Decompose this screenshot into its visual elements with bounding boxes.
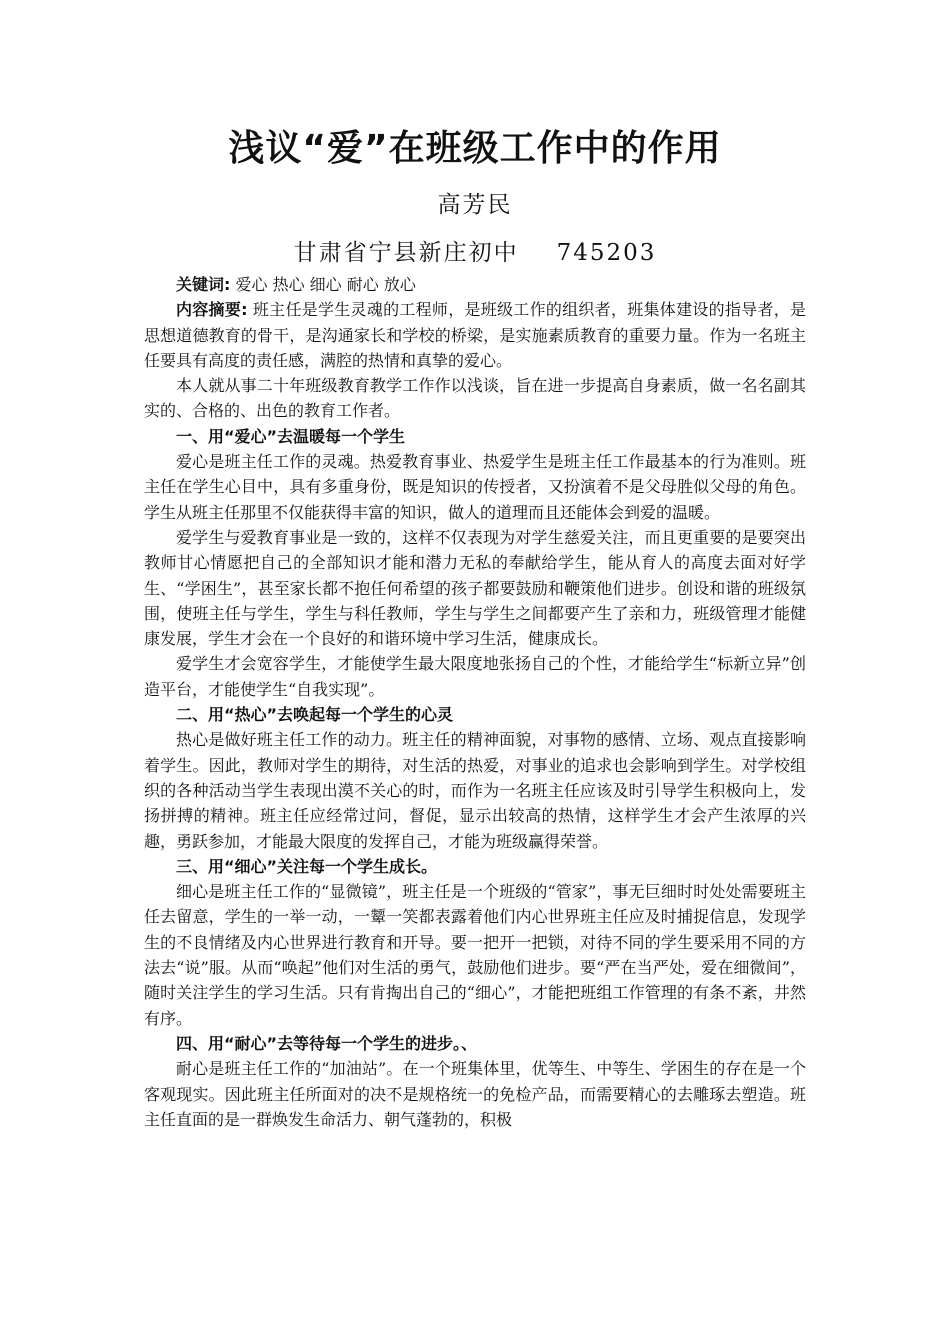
section-3-paragraph-1: 细心是班主任工作的“显微镜”，班主任是一个班级的“管家”，事无巨细时时处处需要班主任去留意，学生的一举一动，一颦一笑都表露着他们内心世界班主任应及时捕捉信息，发现学生的不良情绪及内心世界进行教育和开导。要一把开一把锁，对待不同的学生要采用不同的方法去“说”服。从而“唤起”他们对生活的勇气，鼓励他们进步。要“严在当严处，爱在细微间”，随时关注学生的学习生活。只有肯掏出自己的“细心”，才能把班组工作管理的有条不紊，井然有序。 [144, 882, 806, 1028]
author-name: 高芳民 [437, 192, 513, 218]
section-3-heading: 三、用“细心”关注每一个学生成长。 [176, 856, 438, 876]
abstract-label: 内容摘要: [176, 300, 248, 320]
section-1-paragraph-3: 爱学生才会宽容学生，才能使学生最大限度地张扬自己的个性，才能给学生“标新立异”创造平台，才能使学生“自我实现”。 [144, 654, 806, 699]
affiliation [0, 234, 950, 267]
section-4-paragraph-1: 耐心是班主任工作的“加油站”。在一个班集体里，优等生、中等生、学困生的存在是一个客观现实。因此班主任所面对的决不是规格统一的免检产品，而需要精心的去雕琢去塑造。班主任直面的是一群焕发生命活力、朝气蓬勃的，积极 [144, 1059, 806, 1129]
section-1-heading: 一、用“爱心”去温暖每一个学生 [176, 426, 406, 446]
article-body [144, 272, 806, 1132]
abstract-paragraph [144, 297, 806, 373]
postal-code: 745203 [556, 240, 657, 266]
section-1-paragraph-2: 爱学生与爱教育事业是一致的，这样不仅表现为对学生慈爱关注，而且更重要的是要突出教师甘心情愿把自己的全部知识才能和潜力无私的奉献给学生，能从育人的高度去面对好学生、“学困生”，甚至家长都不抱任何希望的孩子都要鼓励和鞭策他们进步。创设和谐的班级氛围，使班主任与学生，学生与科任教师，学生与学生之间都要产生了亲和力，班级管理才能健康发展，学生才会在一个良好的和谐环境中学习生活，健康成长。 [144, 527, 806, 649]
keywords-label: 关键词: [176, 275, 231, 294]
abstract-text: 班主任是学生灵魂的工程师，是班级工作的组织者，班集体建设的指导者，是思想道德教育的骨干，是沟通家长和学校的桥梁，是实施素质教育的重要力量。作为一名班主任要具有高度的责任感，满腔的热情和真挚的爱心。 [144, 300, 806, 370]
section-4-heading: 四、用“耐心”去等待每一个学生的进步。、 [176, 1033, 478, 1053]
section-1-paragraph-1: 爱心是班主任工作的灵魂。热爱教育事业、热爱学生是班主任工作最基本的行为准则。班主任在学生心目中，具有多重身份，既是知识的传授者，又扮演着不是父母胜似父母的角色。学生从班主任那里不仅能获得丰富的知识，做人的道理而且还能体会到爱的温暖。 [144, 452, 806, 522]
section-2-paragraph-1: 热心是做好班主任工作的动力。班主任的精神面貌，对事物的感情、立场、观点直接影响着学生。因此，教师对学生的期待，对生活的热爱，对事业的追求也会影响到学生。对学校组织的各种活动当学生表现出漠不关心的时，而作为一名班主任应该及时引导学生积极向上，发扬拼搏的精神。班主任应经常过问，督促，显示出较高的热情，这样学生才会产生浓厚的兴趣，勇跃参加，才能最大限度的发挥自己，才能为班级赢得荣誉。 [144, 730, 806, 851]
document-title: 浅议“爱”在班级工作中的作用 [228, 128, 722, 169]
intro-paragraph: 本人就从事二十年班级教育教学工作作以浅谈，旨在进一步提高自身素质，做一名名副其实的、合格的、出色的教育工作者。 [144, 376, 806, 421]
section-2-heading: 二、用“热心”去唤起每一个学生的心灵 [176, 705, 454, 725]
school-name: 甘肃省宁县新庄初中 [293, 240, 519, 266]
keywords-line [144, 272, 806, 297]
keywords-text: 爱心 热心 细心 耐心 放心 [235, 275, 416, 294]
